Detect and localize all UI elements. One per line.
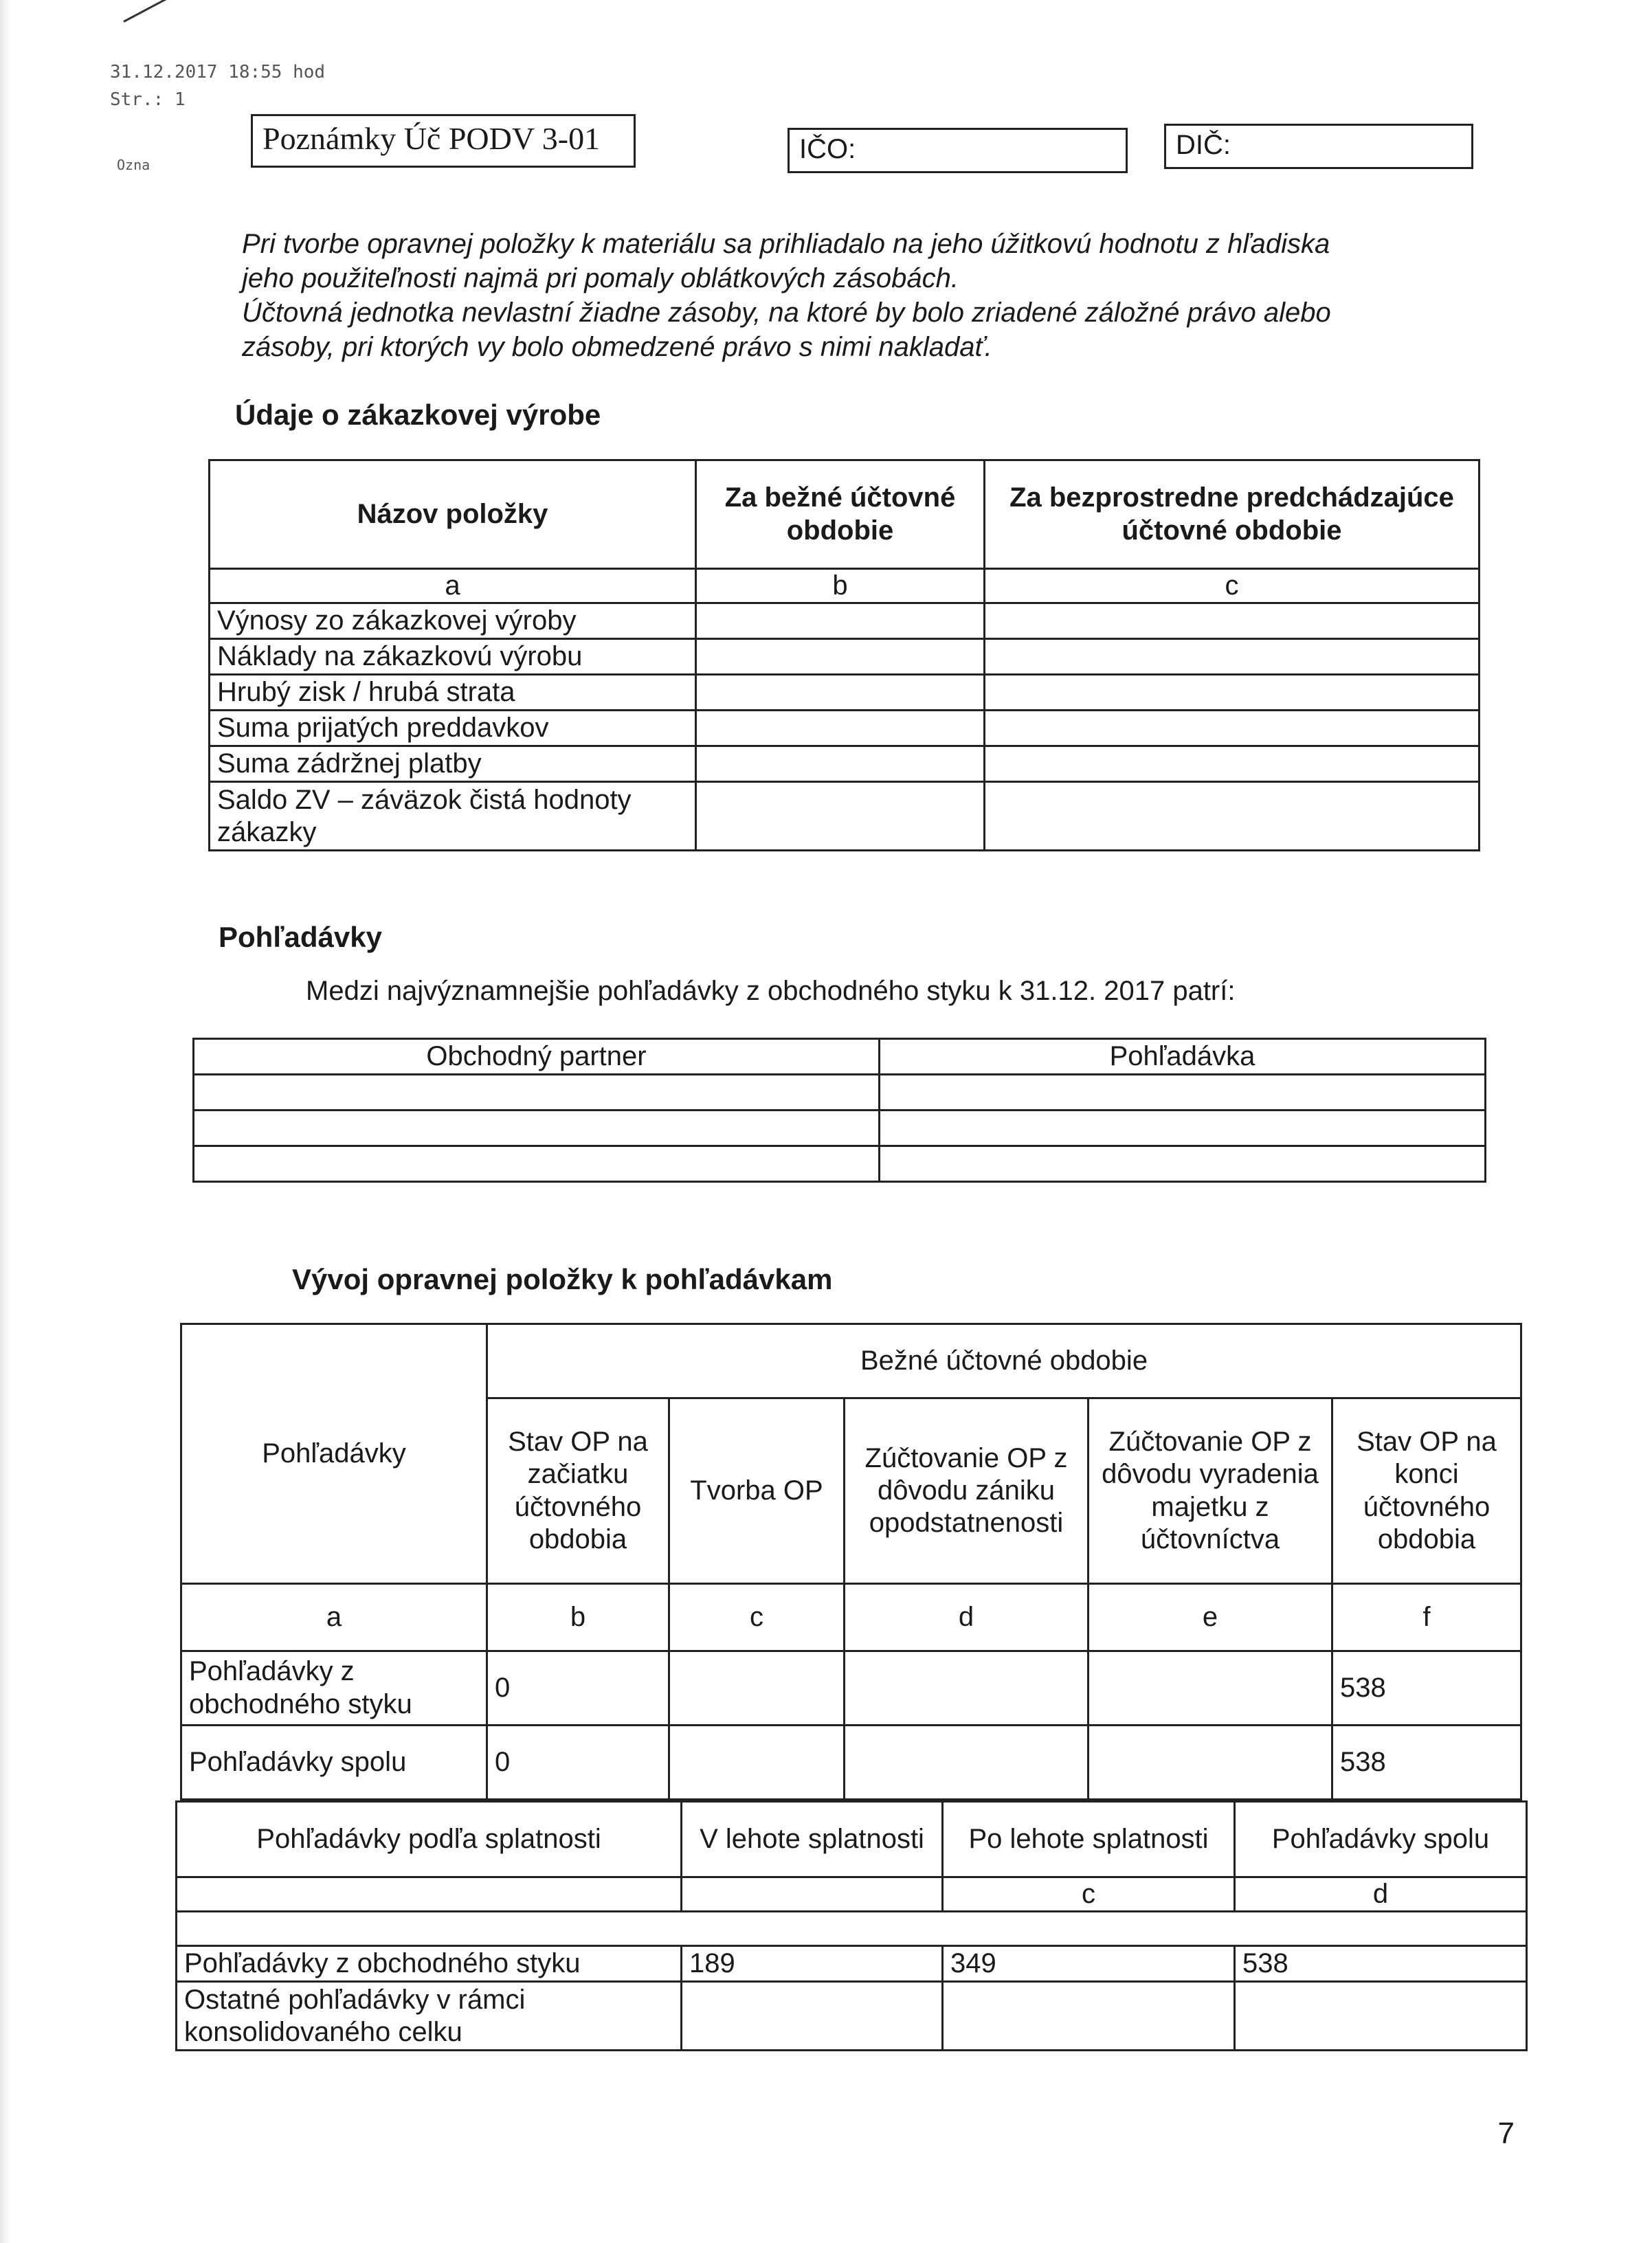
allowance-letter-a: a (181, 1584, 487, 1651)
cell-opening: 0 (487, 1726, 669, 1800)
allowance-section-title: Vývoj opravnej položky k pohľadávkam (292, 1263, 833, 1295)
maturity-letter-d: d (1235, 1877, 1527, 1912)
cell-current (696, 675, 985, 711)
contract-header-name: Názov položky (210, 460, 696, 569)
cell-previous (985, 711, 1480, 746)
intro-line-3: Účtovná jednotka nevlastní žiadne zásoby, na ktoré by bolo zriadené záložné právo alebo (242, 298, 1331, 328)
cell-previous (985, 746, 1480, 782)
contract-letter-a: a (210, 569, 696, 603)
header-partner: Obchodný partner (194, 1039, 880, 1075)
row-label: Výnosy zo zákazkovej výroby (210, 603, 696, 639)
page-edge (0, 0, 10, 2243)
allowance-letter-b: b (487, 1584, 669, 1651)
table-row (177, 1946, 1527, 1982)
cell-current (696, 746, 985, 782)
contract-section-title: Údaje o zákazkovej výrobe (235, 399, 601, 431)
contract-header-previous: Za bezprostredne predchádzajúce účtovné obdobie (985, 460, 1480, 569)
row-label: Ostatné pohľadávky v rámci konsolidovaného celku (177, 1982, 682, 2051)
cell-reversal (845, 1651, 1089, 1726)
contract-letter-b: b (696, 569, 985, 603)
row-label: Pohľadávky z obchodného styku (177, 1946, 682, 1982)
cell-current (696, 782, 985, 851)
pen-stroke (123, 0, 197, 23)
cell-creation (669, 1651, 845, 1726)
cell-partner (194, 1075, 880, 1111)
table-row (210, 711, 1480, 746)
row-label: Suma prijatých preddavkov (210, 711, 696, 746)
allowance-row-header: Pohľadávky (181, 1324, 487, 1584)
allowance-col-opening: Stav OP na začiatku účtovného obdobia (487, 1398, 669, 1584)
cell-in-term (682, 1982, 943, 2051)
row-label: Hrubý zisk / hrubá strata (210, 675, 696, 711)
intro-line-4: zásoby, pri ktorých vy bolo obmedzené právo s nimi nakladať. (242, 332, 992, 362)
cell-overdue (943, 1982, 1235, 2051)
cell-current (696, 711, 985, 746)
cell-current (696, 603, 985, 639)
maturity-header-total: Pohľadávky spolu (1235, 1802, 1527, 1877)
dic-field: DIČ: (1164, 124, 1473, 169)
form-label-box: Poznámky Úč PODV 3-01 (251, 114, 636, 168)
row-label: Náklady na zákazkovú výrobu (210, 639, 696, 675)
cell-receivable (880, 1146, 1486, 1182)
maturity-table (175, 1800, 1528, 2051)
maturity-spacer-row (177, 1912, 1527, 1946)
allowance-letter-e: e (1089, 1584, 1332, 1651)
cell-partner (194, 1146, 880, 1182)
cell-creation (669, 1726, 845, 1800)
table-row (194, 1075, 1486, 1111)
table-row (194, 1111, 1486, 1146)
table-row (177, 1982, 1527, 2051)
print-page-label: Str.: 1 (110, 89, 186, 110)
cell-overdue: 349 (943, 1946, 1235, 1982)
allowance-col-writeoff: Zúčtovanie OP z dôvodu vyradenia majetku z účtovníctva (1089, 1398, 1332, 1584)
maturity-letter-a (177, 1877, 682, 1912)
allowance-group-header: Bežné účtovné obdobie (487, 1324, 1521, 1398)
receivables-partner-table (192, 1038, 1486, 1183)
allowance-letter-c: c (669, 1584, 845, 1651)
contract-table (208, 459, 1480, 851)
table-row (194, 1146, 1486, 1182)
cell-current (696, 639, 985, 675)
receivables-section-title: Pohľadávky (219, 921, 382, 953)
cell-closing: 538 (1332, 1726, 1521, 1800)
table-row (210, 782, 1480, 851)
intro-line-2: jeho použiteľnosti najmä pri pomaly oblátkových zásobách. (242, 263, 959, 293)
print-timestamp: 31.12.2017 18:55 hod (110, 62, 326, 82)
row-label: Suma zádržnej platby (210, 746, 696, 782)
page-number: 7 (1497, 2117, 1515, 2150)
maturity-letter-b (682, 1877, 943, 1912)
cell-receivable (880, 1111, 1486, 1146)
cell-writeoff (1089, 1651, 1332, 1726)
contract-letter-c: c (985, 569, 1480, 603)
allowance-col-reversal: Zúčtovanie OP z dôvodu zániku opodstatnenosti (845, 1398, 1089, 1584)
allowance-table (180, 1323, 1522, 1800)
cell-in-term: 189 (682, 1946, 943, 1982)
header-receivable: Pohľadávka (880, 1039, 1486, 1075)
maturity-header-overdue: Po lehote splatnosti (943, 1802, 1235, 1877)
table-row (210, 603, 1480, 639)
cell-reversal (845, 1726, 1089, 1800)
allowance-letter-d: d (845, 1584, 1089, 1651)
row-label: Pohľadávky z obchodného styku (181, 1651, 487, 1726)
table-row (210, 639, 1480, 675)
allowance-col-closing: Stav OP na konci účtovného obdobia (1332, 1398, 1521, 1584)
maturity-header-label: Pohľadávky podľa splatnosti (177, 1802, 682, 1877)
row-label: Saldo ZV – záväzok čistá hodnoty zákazky (210, 782, 696, 851)
row-label: Pohľadávky spolu (181, 1726, 487, 1800)
table-row (210, 675, 1480, 711)
allowance-col-creation: Tvorba OP (669, 1398, 845, 1584)
contract-header-current: Za bežné účtovné obdobie (696, 460, 985, 569)
cell-closing: 538 (1332, 1651, 1521, 1726)
print-mark: Ozna (117, 157, 150, 173)
cell-receivable (880, 1075, 1486, 1111)
cell-total: 538 (1235, 1946, 1527, 1982)
maturity-header-in-term: V lehote splatnosti (682, 1802, 943, 1877)
receivables-intro: Medzi najvýznamnejšie pohľadávky z obchodného styku k 31.12. 2017 patrí: (306, 976, 1236, 1006)
cell-previous (985, 675, 1480, 711)
table-row (181, 1651, 1521, 1726)
cell-writeoff (1089, 1726, 1332, 1800)
cell-total (1235, 1982, 1527, 2051)
cell-previous (985, 782, 1480, 851)
ico-field: IČO: (788, 128, 1128, 173)
maturity-letter-c: c (943, 1877, 1235, 1912)
cell-opening: 0 (487, 1651, 669, 1726)
allowance-letter-f: f (1332, 1584, 1521, 1651)
table-row (210, 746, 1480, 782)
table-row (181, 1726, 1521, 1800)
cell-previous (985, 639, 1480, 675)
cell-partner (194, 1111, 880, 1146)
cell-previous (985, 603, 1480, 639)
intro-line-1: Pri tvorbe opravnej položky k materiálu sa prihliadalo na jeho úžitkovú hodnotu z hľadiska (242, 229, 1330, 259)
